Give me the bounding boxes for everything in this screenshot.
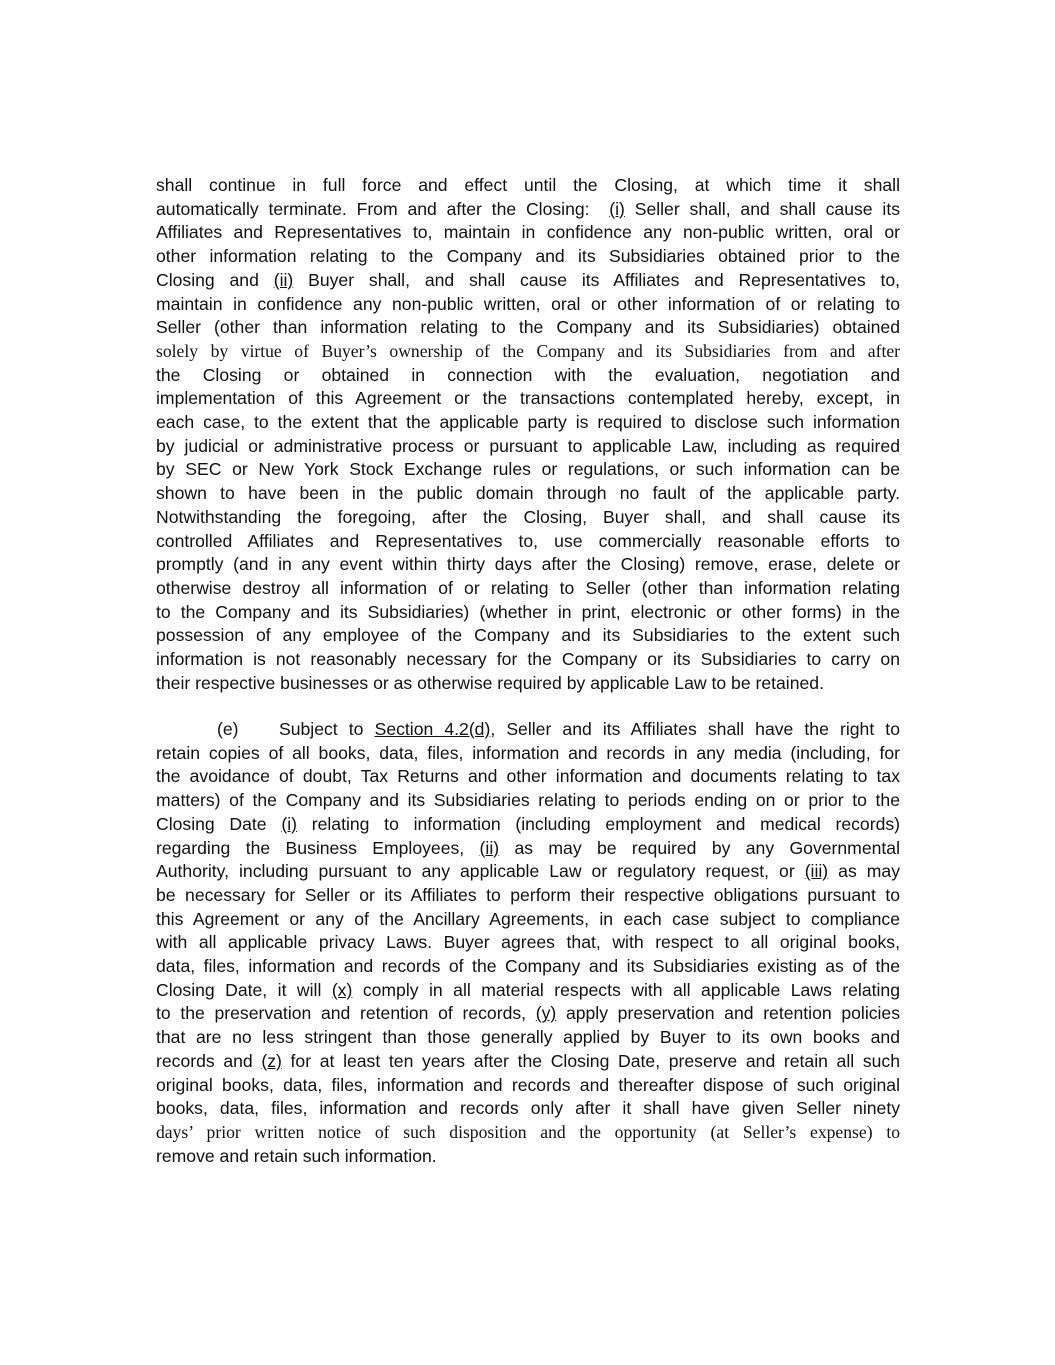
text-line: days’ prior written notice of such disposition and the opportunity (at Seller’s expense) to [156, 1121, 900, 1142]
text-line: to the preservation and retention of records, (y) apply preservation and retention policies [156, 1003, 901, 1024]
clause-marker: (i) [609, 198, 625, 219]
text-line: each case, to the extent that the applicable party is required to disclose such information [156, 412, 900, 433]
text-line: records and (z) for at least ten years after the Closing Date, preserve and retain all such [156, 1050, 900, 1071]
text-line: implementation of this Agreement or the transactions contemplated hereby, except, in [156, 388, 900, 409]
text-line: Authority, including pursuant to any applicable Law or regulatory request, or (iii) as may [156, 861, 901, 882]
text-line: Affiliates and Representatives to, maintain in confidence any non-public written, oral or [156, 222, 900, 243]
text-line: original books, data, files, information and records and thereafter dispose of such original [156, 1074, 900, 1095]
text-line: maintain in confidence any non-public written, oral or other information of or relating to [156, 293, 900, 314]
text-line: promptly (and in any event within thirty days after the Closing) remove, erase, delete or [156, 554, 900, 575]
text-line: other information relating to the Company and its Subsidiaries obtained prior to the [156, 246, 900, 267]
clause-marker: (iii) [804, 861, 829, 882]
text-line: the avoidance of doubt, Tax Returns and other information and documents relating to tax [156, 766, 900, 787]
section-reference-link: Section 4.2(d) [374, 719, 491, 739]
text-line: Closing Date (i) relating to information (including employment and medical records) [156, 813, 901, 834]
text-line: remove and retain such information. [156, 1145, 437, 1166]
text-line: (e) Subject to Section 4.2(d), Seller and its Affiliates shall have the right to [156, 718, 900, 742]
text-line: information is not reasonably necessary for the Company or its Subsidiaries to carry on [156, 649, 900, 670]
text-line: Seller (other than information relating to the Company and its Subsidiaries) obtained [156, 317, 900, 338]
section-label: (e) [217, 719, 239, 739]
text-line: Closing Date, it will (x) comply in all material respects with all applicable Laws relating [156, 979, 900, 1000]
clause-marker: (ii) [479, 837, 500, 858]
text-line: automatically terminate. From and after the Closing: (i) Seller shall, and shall cause its [156, 198, 901, 219]
text-line: this Agreement or any of the Ancillary Agreements, in each case subject to compliance [156, 908, 900, 929]
text-line: books, data, files, information and records only after it shall have given Seller ninety [156, 1098, 900, 1119]
text-line: controlled Affiliates and Representatives to, use commercially reasonable efforts to [156, 530, 900, 551]
text-line: by SEC or New York Stock Exchange rules or regulations, or such information can be [156, 459, 900, 480]
text-line: be necessary for Seller or its Affiliates to perform their respective obligations pursuant to [156, 884, 900, 905]
text-line: shall continue in full force and effect until the Closing, at which time it shall [156, 175, 900, 195]
text-line: retain copies of all books, data, files, information and records in any media (including, for [156, 742, 900, 763]
text-line: shown to have been in the public domain through no fault of the applicable party. [156, 483, 900, 504]
text-line: matters) of the Company and its Subsidiaries relating to periods ending on or prior to the [156, 790, 900, 811]
text-line: Closing and (ii) Buyer shall, and shall cause its Affiliates and Representatives to, [156, 269, 901, 290]
text-line: Notwithstanding the foregoing, after the Closing, Buyer shall, and shall cause its [156, 506, 900, 527]
text-line: regarding the Business Employees, (ii) as may be required by any Governmental [156, 837, 900, 858]
text-line: solely by virtue of Buyer’s ownership of the Company and its Subsidiaries from and after [156, 340, 900, 361]
text-line: by judicial or administrative process or pursuant to applicable Law, including as required [156, 435, 900, 456]
text-line: otherwise destroy all information of or relating to Seller (other than information relating [156, 577, 900, 598]
text-line: data, files, information and records of the Company and its Subsidiaries existing as of the [156, 956, 900, 977]
clause-marker: (z) [261, 1050, 282, 1071]
clause-marker: (i) [281, 813, 297, 834]
text-line: that are no less stringent than those generally applied by Buyer to its own books and [156, 1027, 900, 1048]
clause-marker: (ii) [273, 269, 294, 290]
text-line: their respective businesses or as otherwise required by applicable Law to be retained. [156, 672, 824, 693]
paragraph-confidentiality [156, 174, 900, 695]
clause-marker: (x) [331, 979, 353, 1000]
text-line: possession of any employee of the Company and its Subsidiaries to the extent such [156, 625, 900, 646]
text-line: to the Company and its Subsidiaries) (whether in print, electronic or other forms) in the [156, 601, 900, 622]
paragraph-e-record-retention [156, 718, 900, 1168]
text-line: with all applicable privacy Laws. Buyer agrees that, with respect to all original books, [156, 932, 900, 953]
clause-marker: (y) [535, 1003, 557, 1024]
text-line: the Closing or obtained in connection with the evaluation, negotiation and [156, 364, 900, 385]
